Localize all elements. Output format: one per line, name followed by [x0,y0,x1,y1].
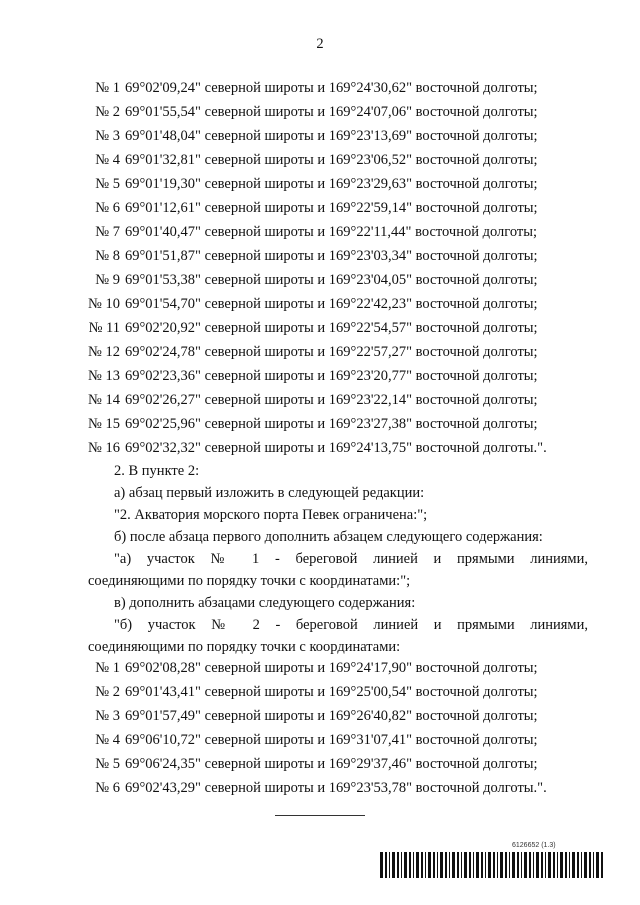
coordinate-row [0,680,640,704]
point-number: № 4 [95,732,120,748]
point-number: № 2 [95,104,120,120]
coordinate-row [0,776,640,800]
item-b-quote-line2: соединяющими по порядку точки с координатами:"; [88,573,411,589]
coordinate-row [0,364,640,388]
item-c-quote-line2: соединяющими по порядку точки с координатами: [88,639,401,655]
point-coordinates: 69°02'09,24" северной широты и 169°24'30,62" восточной долготы; [125,80,538,96]
item-b-quote-line1: "а) участок № 1 - береговой линией и прямыми линиями, [114,551,588,567]
point-coordinates: 69°01'12,61" северной широты и 169°22'59,14" восточной долготы; [125,200,538,216]
item-a-text: а) абзац первый изложить в следующей редакции: [114,485,425,501]
point-number: № 7 [95,224,120,240]
coordinate-row [0,196,640,220]
point-coordinates: 69°01'53,38" северной широты и 169°23'04,05" восточной долготы; [125,272,538,288]
point-number: № 6 [95,780,120,796]
coordinate-row [0,656,640,680]
coordinate-row [0,148,640,172]
point-number: № 3 [95,708,120,724]
point-coordinates: 69°02'24,78" северной широты и 169°22'57,27" восточной долготы; [125,344,538,360]
coordinate-row [0,340,640,364]
item-c-text: в) дополнить абзацами следующего содержания: [114,595,416,611]
point-coordinates: 69°01'57,49" северной широты и 169°26'40,82" восточной долготы; [125,708,538,724]
coordinates-list-1 [0,76,640,460]
point-number: № 2 [95,684,120,700]
page-number: 2 [316,36,324,52]
item-a-quote: "2. Акватория морского порта Певек ограничена:"; [114,507,428,523]
coordinate-row [0,316,640,340]
document-code: 6126652 (1.3) [512,842,556,849]
coordinate-row [0,244,640,268]
point-coordinates: 69°01'19,30" северной широты и 169°23'29,63" восточной долготы; [125,176,538,192]
coordinate-row [0,172,640,196]
point-coordinates: 69°01'40,47" северной широты и 169°22'11,44" восточной долготы; [125,224,538,240]
item-c-quote-line1: "б) участок № 2 - береговой линией и прямыми линиями, [114,617,588,633]
point-coordinates: 69°01'48,04" северной широты и 169°23'13,69" восточной долготы; [125,128,538,144]
footer-divider [275,815,365,816]
barcode-icon [380,852,604,878]
point-coordinates: 69°01'54,70" северной широты и 169°22'42,23" восточной долготы; [125,296,538,312]
coordinate-row [0,412,640,436]
point-number: № 8 [95,248,120,264]
coordinate-row [0,728,640,752]
coordinate-row [0,220,640,244]
coordinate-row [0,752,640,776]
point-number: № 4 [95,152,120,168]
point-coordinates: 69°02'43,29" северной широты и 169°23'53,78" восточной долготы.". [125,780,547,796]
point-number: № 15 [88,416,120,432]
point-coordinates: 69°02'26,27" северной широты и 169°23'22,14" восточной долготы; [125,392,538,408]
item-b-text: б) после абзаца первого дополнить абзацем следующего содержания: [114,529,543,545]
point-number: № 1 [95,660,120,676]
coordinate-row [0,124,640,148]
point-coordinates: 69°02'25,96" северной широты и 169°23'27,38" восточной долготы; [125,416,538,432]
coordinate-row [0,388,640,412]
coordinate-row [0,292,640,316]
section-heading: 2. В пункте 2: [114,463,200,479]
coordinates-list-2 [0,656,640,800]
point-number: № 5 [95,756,120,772]
point-number: № 3 [95,128,120,144]
coordinate-row [0,704,640,728]
point-number: № 1 [95,80,120,96]
point-coordinates: 69°06'10,72" северной широты и 169°31'07,41" восточной долготы; [125,732,538,748]
point-coordinates: 69°02'08,28" северной широты и 169°24'17,90" восточной долготы; [125,660,538,676]
point-coordinates: 69°02'20,92" северной широты и 169°22'54,57" восточной долготы; [125,320,538,336]
point-coordinates: 69°01'55,54" северной широты и 169°24'07,06" восточной долготы; [125,104,538,120]
point-number: № 10 [88,296,120,312]
point-number: № 14 [88,392,120,408]
point-number: № 6 [95,200,120,216]
point-number: № 16 [88,440,120,456]
point-coordinates: 69°02'32,32" северной широты и 169°24'13,75" восточной долготы.". [125,440,547,456]
point-number: № 9 [95,272,120,288]
coordinate-row [0,100,640,124]
point-coordinates: 69°01'51,87" северной широты и 169°23'03,34" восточной долготы; [125,248,538,264]
point-coordinates: 69°01'43,41" северной широты и 169°25'00,54" восточной долготы; [125,684,538,700]
point-number: № 12 [88,344,120,360]
point-coordinates: 69°02'23,36" северной широты и 169°23'20,77" восточной долготы; [125,368,538,384]
point-coordinates: 69°06'24,35" северной широты и 169°29'37,46" восточной долготы; [125,756,538,772]
point-number: № 11 [88,320,120,336]
coordinate-row [0,436,640,460]
point-number: № 13 [88,368,120,384]
coordinate-row [0,268,640,292]
coordinate-row [0,76,640,100]
point-number: № 5 [95,176,120,192]
point-coordinates: 69°01'32,81" северной широты и 169°23'06,52" восточной долготы; [125,152,538,168]
